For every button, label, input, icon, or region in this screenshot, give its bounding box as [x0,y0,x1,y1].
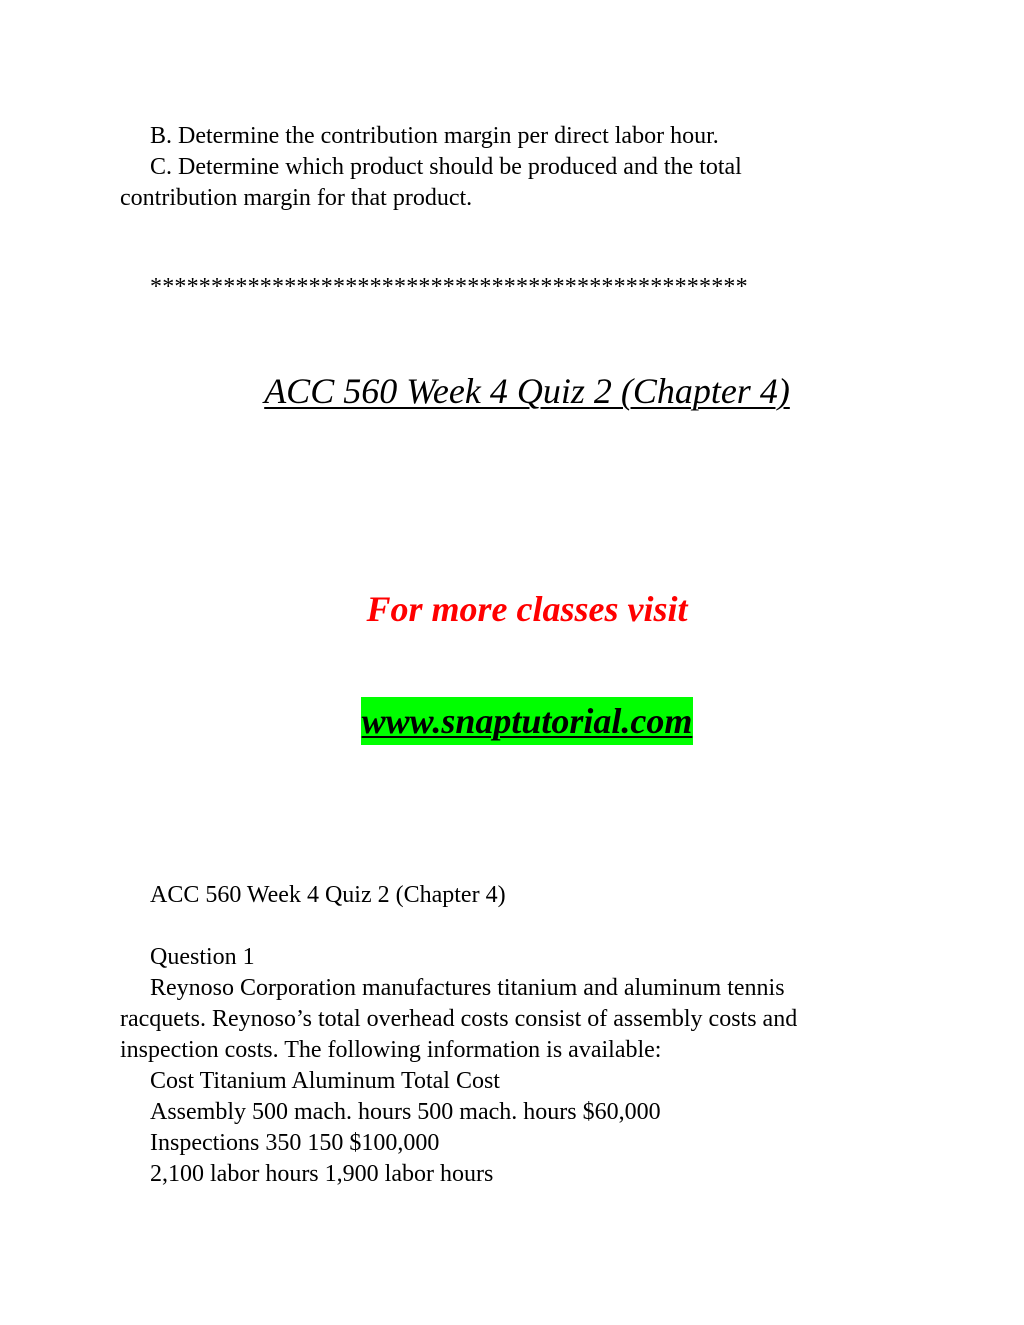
table-row: Cost Titanium Aluminum Total Cost [150,1068,500,1094]
table-row: 2,100 labor hours 1,900 labor hours [150,1161,494,1187]
table-row: Assembly 500 mach. hours 500 mach. hours $60,000 [150,1099,661,1125]
promo-text: For more classes visit [366,589,688,629]
question-text-line-2: racquets. Reynoso’s total overhead costs consist of assembly costs and [120,1006,798,1032]
page-title: ACC 560 Week 4 Quiz 2 (Chapter 4) [264,371,790,411]
question-part-c-line-1: C. Determine which product should be produced and the total [150,154,742,180]
question-text-line-1: Reynoso Corporation manufactures titanium and aluminum tennis [150,975,785,1001]
separator: ************************************************* [150,274,748,300]
question-part-b: B. Determine the contribution margin per direct labor hour. [150,123,719,149]
table-row: Inspections 350 150 $100,000 [150,1130,440,1156]
question-part-c-line-2: contribution margin for that product. [120,185,473,211]
question-label: Question 1 [150,944,255,970]
question-text-line-3: inspection costs. The following information is available: [120,1037,662,1063]
snaptutorial-link[interactable]: www.snaptutorial.com [361,697,694,745]
subtitle: ACC 560 Week 4 Quiz 2 (Chapter 4) [150,882,506,908]
promo-link-container [0,697,1024,745]
